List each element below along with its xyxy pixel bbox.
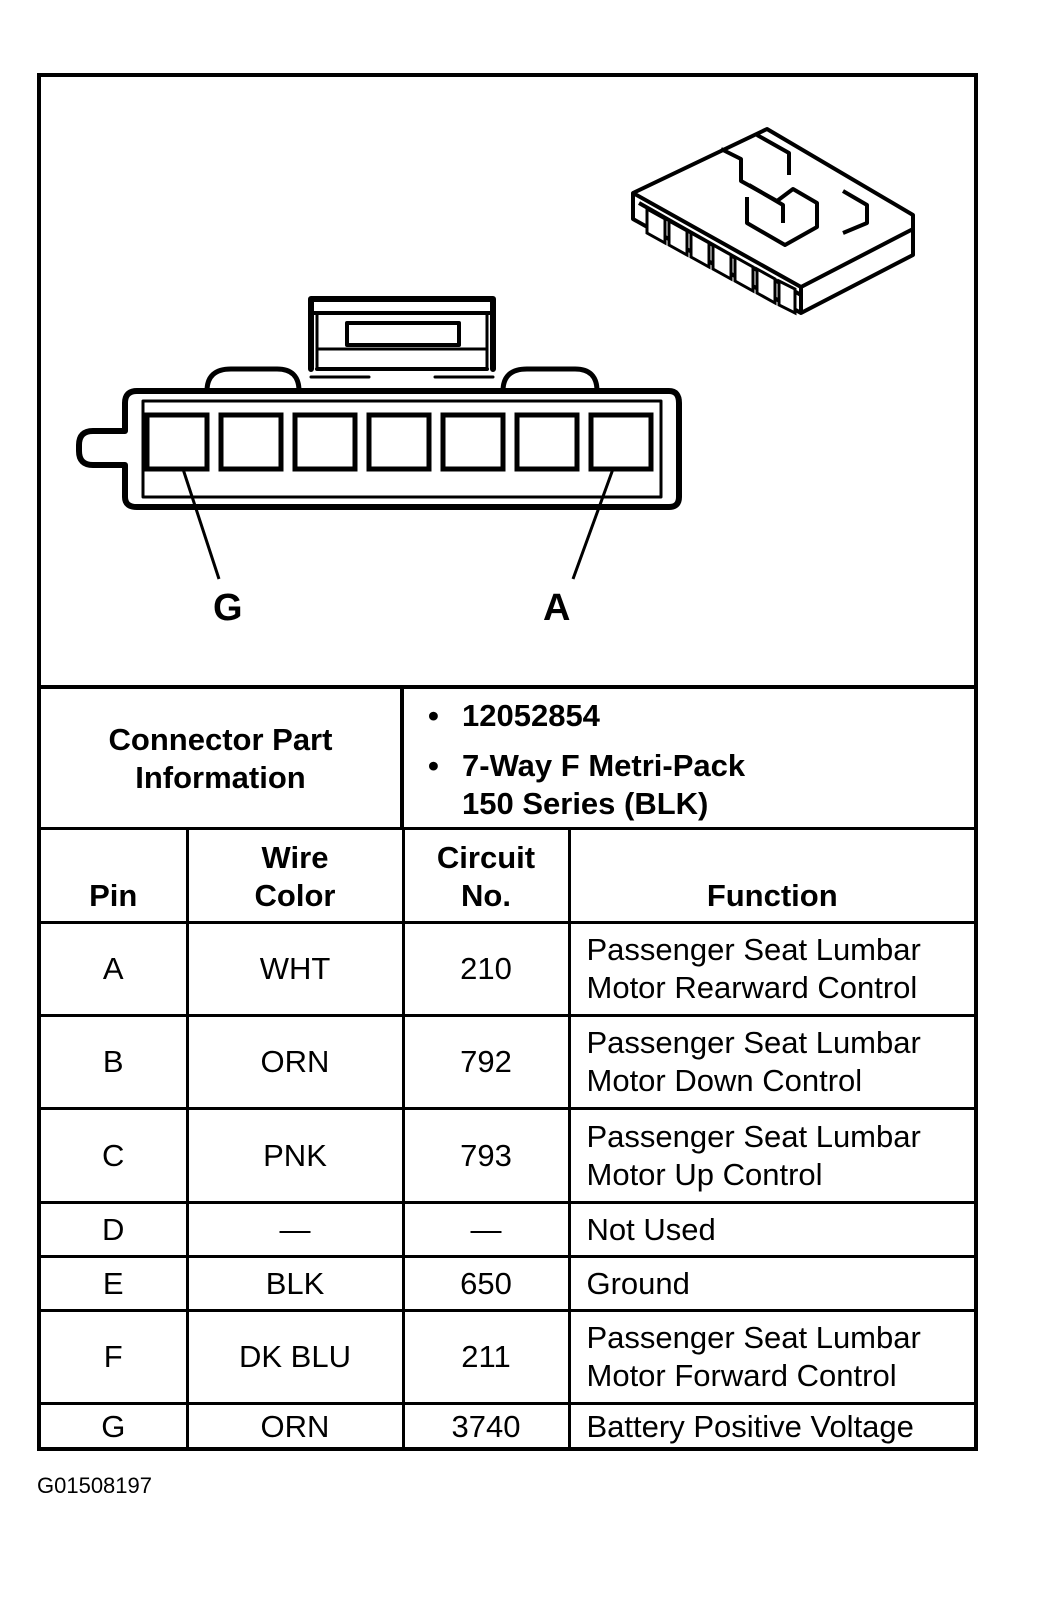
cell-function: Passenger Seat Lumbar Motor Down Control — [569, 1016, 974, 1109]
pin-cavity-a — [591, 415, 651, 469]
pin-label-g: G — [213, 587, 243, 629]
cell-function: Passenger Seat Lumbar Motor Rearward Control — [569, 923, 974, 1016]
leader-line-a — [573, 469, 613, 579]
connector-part-label — [41, 687, 402, 829]
cell-wire-color: — — [187, 1203, 403, 1257]
cell-circuit: 211 — [403, 1311, 569, 1404]
pin-label-a: A — [543, 587, 571, 629]
pin-table-header-row — [41, 829, 974, 923]
cell-wire-color: ORN — [187, 1404, 403, 1449]
leader-line-g — [183, 469, 219, 579]
cell-pin: G — [41, 1404, 187, 1449]
part-description-line2: 150 Series (BLK) — [462, 786, 709, 821]
cell-pin: A — [41, 923, 187, 1016]
cell-circuit: 793 — [403, 1109, 569, 1203]
pin-cavity-g — [147, 415, 207, 469]
cell-pin: F — [41, 1311, 187, 1404]
connector-part-information — [41, 685, 974, 829]
header-pin: Pin — [41, 829, 187, 923]
connector-drawing — [41, 77, 974, 685]
table-row — [41, 923, 974, 1016]
header-circuit-no: Circuit No. — [403, 829, 569, 923]
table-row — [41, 1016, 974, 1109]
cell-pin: C — [41, 1109, 187, 1203]
table-row — [41, 1257, 974, 1311]
cell-wire-color: PNK — [187, 1109, 403, 1203]
cell-pin: B — [41, 1016, 187, 1109]
connector-latch — [311, 299, 493, 369]
cell-circuit: 3740 — [403, 1404, 569, 1449]
table-row — [41, 1203, 974, 1257]
cell-wire-color: BLK — [187, 1257, 403, 1311]
cell-circuit: 650 — [403, 1257, 569, 1311]
cell-function: Ground — [569, 1257, 974, 1311]
cell-function: Passenger Seat Lumbar Motor Forward Control — [569, 1311, 974, 1404]
cell-function: Battery Positive Voltage — [569, 1404, 974, 1449]
cell-function: Passenger Seat Lumbar Motor Up Control — [569, 1109, 974, 1203]
cell-pin: E — [41, 1257, 187, 1311]
pin-cavity-c — [443, 415, 503, 469]
part-description-line1: • 7-Way F Metri-Pack — [462, 747, 974, 785]
header-wire-color: Wire Color — [187, 829, 403, 923]
cell-circuit: — — [403, 1203, 569, 1257]
pin-cavity-b — [517, 415, 577, 469]
header-function: Function — [569, 829, 974, 923]
cell-pin: D — [41, 1203, 187, 1257]
pin-cavity-f — [221, 415, 281, 469]
cell-wire-color: DK BLU — [187, 1311, 403, 1404]
pin-table — [41, 827, 974, 1449]
cell-function: Not Used — [569, 1203, 974, 1257]
cell-circuit: 792 — [403, 1016, 569, 1109]
connector-part-values — [402, 687, 974, 829]
connector-part-label-line2: Information — [135, 760, 306, 795]
cell-circuit: 210 — [403, 923, 569, 1016]
pin-cavity-e — [295, 415, 355, 469]
table-row — [41, 1311, 974, 1404]
cell-wire-color: WHT — [187, 923, 403, 1016]
connector-diagram — [41, 77, 974, 685]
connector-part-label-line1: Connector Part — [108, 722, 333, 757]
cell-wire-color: ORN — [187, 1016, 403, 1109]
table-row — [41, 1109, 974, 1203]
pin-cavity-d — [369, 415, 429, 469]
part-number: • 12052854 — [462, 697, 974, 735]
diagram-frame — [37, 73, 978, 1451]
table-row — [41, 1404, 974, 1449]
figure-id: G01508197 — [37, 1473, 152, 1498]
